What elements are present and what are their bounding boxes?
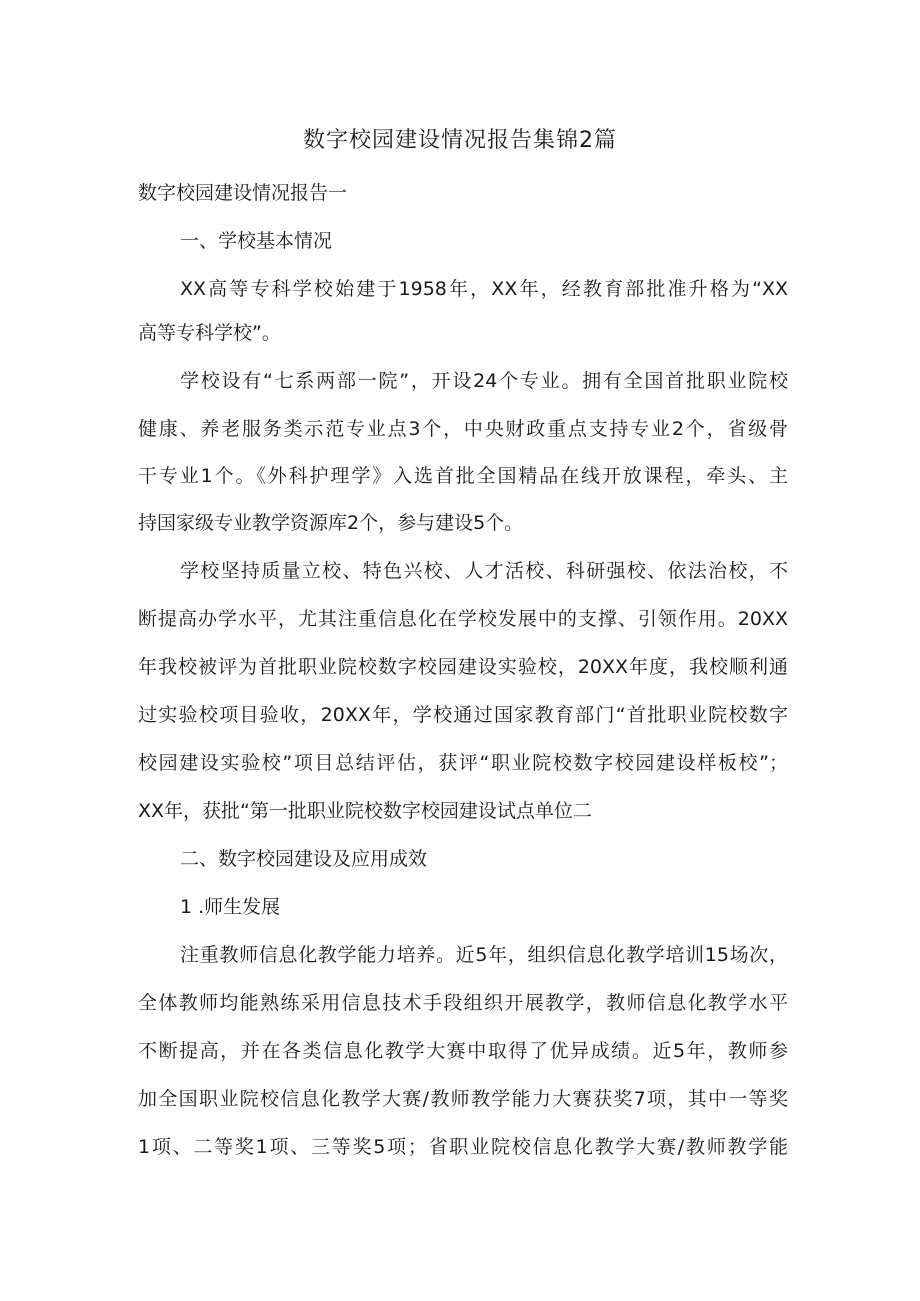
paragraph-line: XX高等专科学校始建于1958年，XX年，经教育部批准升格为“XX — [180, 278, 788, 300]
section-heading: 数字校园建设情况报告一 — [138, 182, 348, 204]
paragraph-line: 年我校被评为首批职业院校数字校园建设实验校，20XX年度，我校顺利通 — [138, 656, 788, 678]
paragraph-line: 校园建设实验校”项目总结评估，获评“职业院校数字校园建设样板校”； — [138, 752, 788, 774]
paragraph-line: 全体教师均能熟练采用信息技术手段组织开展教学，教师信息化教学水平 — [138, 992, 788, 1014]
paragraph-line: 断提高办学水平，尤其注重信息化在学校发展中的支撑、引领作用。20XX — [138, 608, 788, 630]
paragraph-line: 加全国职业院校信息化教学大赛/教师教学能力大赛获奖7项，其中一等奖 — [138, 1088, 788, 1110]
paragraph-line: 健康、养老服务类示范专业点3个，中央财政重点支持专业2个，省级骨 — [138, 418, 788, 440]
paragraph-line: 过实验校项目验收，20XX年，学校通过国家教育部门“首批职业院校数字 — [138, 704, 788, 726]
paragraph-line: XX年，获批“第一批职业院校数字校园建设试点单位二 — [138, 800, 592, 822]
paragraph-line: 不断提高，并在各类信息化教学大赛中取得了优异成绩。近5年，教师参 — [138, 1040, 788, 1062]
subsection-heading: 一、学校基本情况 — [180, 230, 333, 252]
paragraph-line: 1项、二等奖1项、三等奖5项；省职业院校信息化教学大赛/教师教学能 — [138, 1136, 788, 1158]
paragraph-line: 持国家级专业教学资源库2个，参与建设5个。 — [138, 512, 524, 534]
paragraph-line: 学校设有“七系两部一院”，开设24个专业。拥有全国首批职业院校 — [180, 370, 788, 392]
paragraph-line: 干专业1个。《外科护理学》入选首批全国精品在线开放课程，牵头、主 — [138, 465, 788, 487]
paragraph-line: 学校坚持质量立校、特色兴校、人才活校、科研强校、依法治校，不 — [180, 560, 788, 582]
subsection-heading: 二、数字校园建设及应用成效 — [180, 848, 428, 870]
paragraph-line: 高等专科学校”。 — [138, 322, 281, 344]
document-title: 数字校园建设情况报告集锦2篇 — [303, 128, 617, 153]
paragraph-line: 注重教师信息化教学能力培养。近5年，组织信息化教学培训15场次， — [180, 944, 788, 966]
subsection-heading: 1 .师生发展 — [180, 896, 281, 918]
